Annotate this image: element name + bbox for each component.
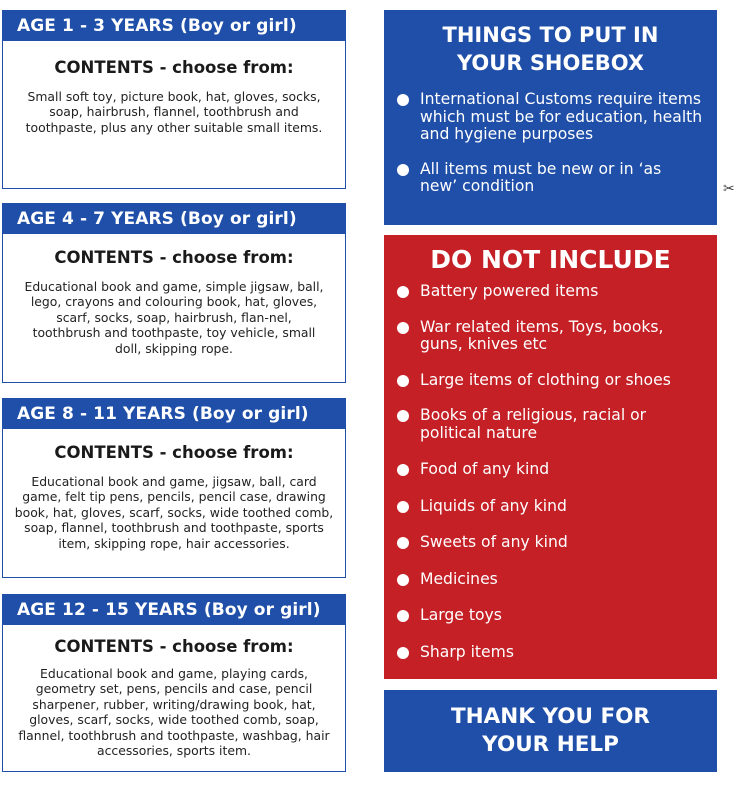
bullet-dot-icon (397, 322, 409, 334)
exclude-item (384, 407, 717, 442)
exclude-item (384, 319, 717, 354)
bullet-dot-icon (397, 94, 409, 106)
bullet-dot-icon (397, 286, 409, 298)
exclude-item-text: Food of any kind (420, 460, 550, 478)
exclude-item-text: Books of a religious, racial or political nature (420, 406, 647, 442)
exclude-item (384, 461, 717, 479)
things-list (384, 91, 717, 196)
contents-title: CONTENTS - choose from: (54, 58, 294, 77)
age-card-1-3 (2, 10, 346, 189)
contents-title: CONTENTS - choose from: (54, 248, 294, 267)
thank-you-text (384, 703, 717, 759)
bullet-dot-icon (397, 610, 409, 622)
contents-list: Small soft toy, picture book, hat, gloves, socks, soap, hairbrush, flannel, toothbrush and toothpaste, plus any other suitable small items. (25, 89, 323, 135)
exclude-item (384, 372, 717, 390)
age-card-heading: AGE 4 - 7 YEARS (Boy or girl) (3, 204, 345, 234)
contents-list: Educational book and game, simple jigsaw, ball, lego, crayons and colouring book, hat, gloves, scarf, socks, soap, hairbrush, flan-nel, toothbrush and toothpaste, toy vehicle, small doll, skipping rope. (24, 279, 324, 356)
exclude-item (384, 571, 717, 589)
things-item-text: All items must be new or in ‘as new’ condition (420, 159, 662, 195)
age-card-heading: AGE 8 - 11 YEARS (Boy or girl) (3, 399, 345, 429)
exclude-item-text: Sweets of any kind (420, 533, 568, 551)
contents-list: Educational book and game, playing cards, geometry set, pens, pencils and case, pencil sharpener, rubber, writing/drawing book, hat, gloves, scarf, socks, wide toothed comb, soap, flannel, toothbrush and toothpaste, washbag, hair accessories, sports item. (18, 666, 330, 759)
things-title-line1: THINGS TO PUT IN (442, 23, 659, 47)
exclude-item-text: Liquids of any kind (420, 496, 567, 515)
bullet-dot-icon (397, 501, 409, 513)
things-title-line2: YOUR SHOEBOX (456, 51, 645, 75)
exclude-item-text: Large toys (420, 606, 502, 624)
exclude-item (384, 283, 717, 301)
exclude-item-text: War related items, Toys, books, guns, knives etc (420, 317, 664, 353)
contents-title: CONTENTS - choose from: (54, 637, 294, 656)
exclude-panel-title: DO NOT INCLUDE (430, 245, 671, 274)
thank-you-line1: THANK YOU FOR (451, 704, 650, 729)
exclude-item-text: Battery powered items (420, 282, 599, 300)
things-to-put-panel (384, 10, 717, 225)
bullet-dot-icon (397, 164, 409, 176)
do-not-include-panel (384, 235, 717, 679)
exclude-item (384, 534, 717, 552)
things-item-text: International Customs require items which must be for education, health and hygiene purposes (420, 90, 703, 143)
exclude-item (384, 644, 717, 662)
contents-title: CONTENTS - choose from: (54, 443, 294, 462)
exclude-item (384, 498, 717, 516)
things-item (384, 91, 717, 144)
things-item (384, 161, 717, 196)
things-panel-title (384, 21, 717, 77)
thank-you-line2: YOUR HELP (482, 732, 619, 757)
exclude-list (384, 283, 717, 661)
bullet-dot-icon (397, 647, 409, 659)
age-card-heading: AGE 1 - 3 YEARS (Boy or girl) (3, 11, 345, 41)
exclude-item-text: Medicines (420, 569, 498, 588)
exclude-item-text: Sharp items (420, 642, 514, 661)
age-card-8-11 (2, 398, 346, 578)
thank-you-panel (384, 690, 717, 772)
bullet-dot-icon (397, 375, 409, 387)
age-card-heading: AGE 12 - 15 YEARS (Boy or girl) (3, 595, 345, 625)
contents-list: Educational book and game, jigsaw, ball, card game, felt tip pens, pencils, pencil case, drawing book, hat, gloves, scarf, socks, wide toothed comb, soap, flannel, toothbrush and toothpaste, sports item, skipping rope, hair accessories. (14, 474, 334, 551)
scissors-mark-icon: ✂ (723, 180, 735, 196)
bullet-dot-icon (397, 574, 409, 586)
bullet-dot-icon (397, 464, 409, 476)
bullet-dot-icon (397, 537, 409, 549)
bullet-dot-icon (397, 410, 409, 422)
age-card-12-15 (2, 594, 346, 772)
exclude-item-text: Large items of clothing or shoes (420, 370, 671, 389)
age-card-4-7 (2, 203, 346, 383)
exclude-item (384, 607, 717, 625)
